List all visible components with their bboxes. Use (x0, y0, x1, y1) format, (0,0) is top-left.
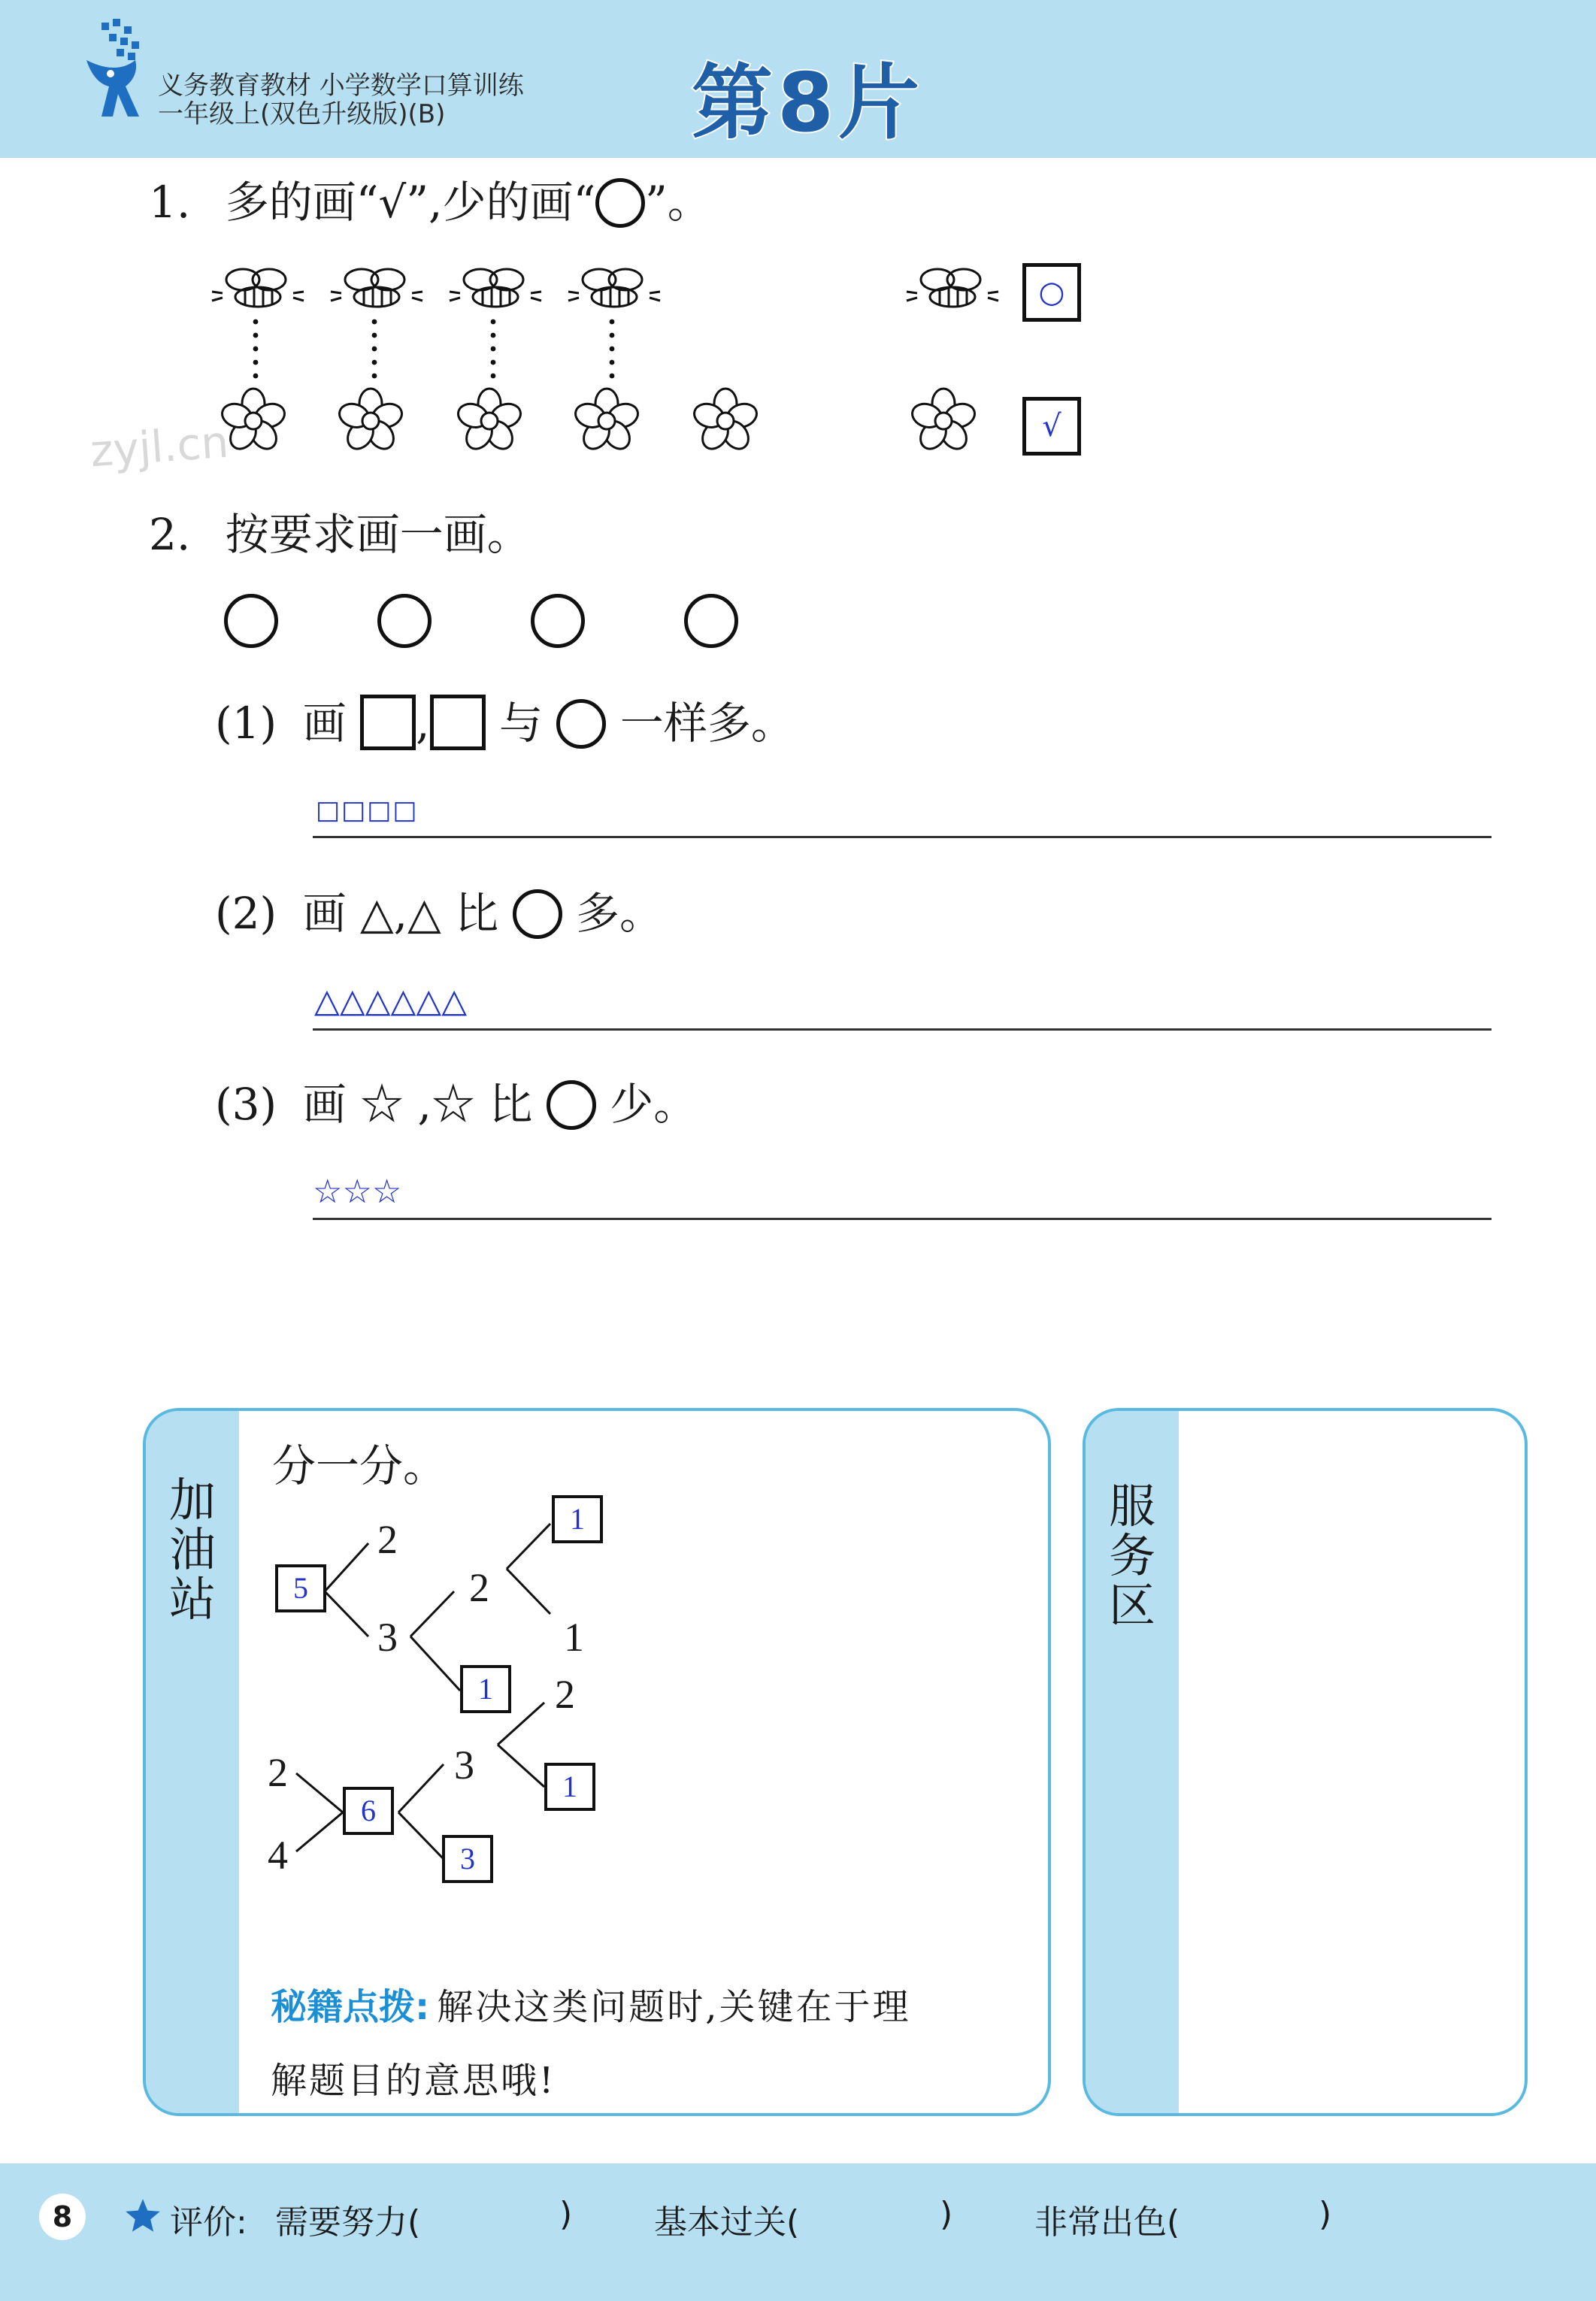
tree1-part-a: 2 (377, 1517, 398, 1562)
watermark: zyjl.cn (88, 416, 231, 477)
q2-prompt (149, 499, 531, 562)
dotted-connector (371, 317, 378, 380)
tree2-left-top: 2 (268, 1750, 288, 1795)
eval-close-2: ) (940, 2195, 953, 2233)
eval-option-2[interactable]: 基本过关( (654, 2203, 800, 2242)
flower-answer: √ (1042, 409, 1061, 444)
q2-number: 2. (149, 509, 191, 560)
eval-close-3: ) (1319, 2195, 1332, 2233)
bee-icon (447, 263, 544, 316)
bee-icon (565, 263, 663, 316)
tip-text-2: 解题目的意思哦! (271, 2060, 556, 2102)
header-book-title: 义务教育教材 小学数学口算训练 (158, 71, 524, 101)
q2-sub1-text: 画 (302, 698, 347, 749)
flower-answer-box[interactable] (1022, 397, 1081, 456)
ref-circle-icon (224, 594, 278, 648)
jiayouzhan-label: 加油站 (168, 1473, 216, 1627)
q2-sub3-prompt (215, 1069, 697, 1132)
q2-sub3-label: (3) (215, 1079, 277, 1130)
flower-icon (910, 387, 977, 455)
fuwuqu-label: 服务区 (1108, 1479, 1155, 1633)
tip-label: 秘籍点拨: (271, 1986, 430, 2028)
flower-icon (573, 387, 641, 455)
q2-text: 按要求画一画。 (225, 509, 531, 560)
q1-text-b: ”。 (645, 177, 711, 228)
q2-sub1-with: 与 (498, 698, 543, 749)
ref-circle-icon (531, 594, 585, 648)
tree1-part-c: 2 (469, 1565, 489, 1610)
square-icon (360, 695, 416, 750)
answer-line (313, 836, 1492, 838)
flower-icon (220, 387, 287, 455)
dotted-connector (252, 317, 259, 380)
q2-sub3-text: 画 ☆ ,☆ 比 (302, 1079, 533, 1130)
q2-sub1-comma: , (416, 698, 430, 749)
dotted-connector (608, 317, 616, 380)
bee-icon (209, 263, 307, 316)
bee-answer: ○ (1038, 275, 1065, 310)
eval-option-3[interactable]: 非常出色( (1034, 2203, 1180, 2242)
tree2-part-b-box[interactable]: 3 (442, 1835, 493, 1883)
page-number: 8 (39, 2194, 86, 2240)
q1-circle-icon (595, 178, 645, 228)
answer-line (313, 1028, 1492, 1031)
circle-icon (547, 1080, 596, 1130)
eval-option-1[interactable]: 需要努力( (275, 2203, 421, 2242)
flower-icon (456, 387, 523, 455)
tree1-part-d: 1 (564, 1615, 584, 1660)
tree1-root-box[interactable]: 5 (275, 1564, 326, 1612)
tree2-part-a: 3 (454, 1742, 474, 1788)
tip-text-1: 解决这类问题时,关键在于理 (437, 1986, 911, 2028)
q2-sub2-tail: 多。 (576, 888, 664, 939)
header-book-subtitle: 一年级上(双色升级版)(B) (158, 99, 446, 129)
mascot-logo (71, 15, 162, 120)
circle-icon (556, 699, 606, 749)
eval-label: 评价: (170, 2203, 247, 2242)
q1-prompt (149, 167, 711, 230)
jiayouzhan-title: 分一分。 (272, 1440, 447, 1491)
tip-line-1 (271, 1978, 910, 2030)
q2-sub1-tail: 一样多。 (619, 698, 795, 749)
q2-sub2-text: 画 △,△ 比 (302, 888, 499, 939)
tree1-part-f-box[interactable]: 1 (460, 1665, 511, 1713)
q2-sub3-answer[interactable]: ☆☆☆ (313, 1173, 402, 1211)
q2-sub1-label: (1) (215, 698, 277, 749)
q2-sub1-prompt (215, 688, 795, 751)
dotted-connector (489, 317, 497, 380)
q2-sub2-label: (2) (215, 888, 277, 939)
ref-circle-icon (684, 594, 738, 648)
q2-sub1-answer[interactable]: □□□□ (316, 795, 419, 825)
square-icon (430, 695, 486, 750)
fuwuqu-panel (1083, 1408, 1528, 2116)
bee-icon (328, 263, 425, 316)
q2-sub2-prompt (215, 878, 663, 941)
page-title: 第8片 (692, 56, 925, 150)
q2-sub2-answer[interactable]: △△△△△△ (314, 982, 468, 1020)
circle-icon (513, 889, 562, 939)
flower-icon (692, 387, 759, 455)
q1-number: 1. (149, 177, 191, 228)
bee-icon (904, 263, 1001, 316)
bee-answer-box[interactable] (1022, 263, 1081, 322)
jiayouzhan-panel (143, 1408, 1051, 2116)
q1-text-a: 多的画“√”,少的画“ (225, 177, 596, 228)
tree2-left-bottom: 4 (268, 1833, 288, 1878)
star-icon (123, 2197, 162, 2236)
flower-icon (337, 387, 404, 455)
tree1-part-e-box[interactable]: 1 (552, 1495, 603, 1543)
q2-sub3-tail: 少。 (610, 1079, 698, 1130)
ref-circle-icon (377, 594, 432, 648)
eval-close-1: ) (559, 2195, 573, 2233)
tree2-root-box[interactable]: 6 (343, 1787, 394, 1835)
tree2-part-c: 2 (555, 1672, 575, 1717)
tree2-part-d-box[interactable]: 1 (544, 1763, 595, 1811)
answer-line (313, 1218, 1492, 1220)
tree1-part-b: 3 (377, 1615, 398, 1660)
